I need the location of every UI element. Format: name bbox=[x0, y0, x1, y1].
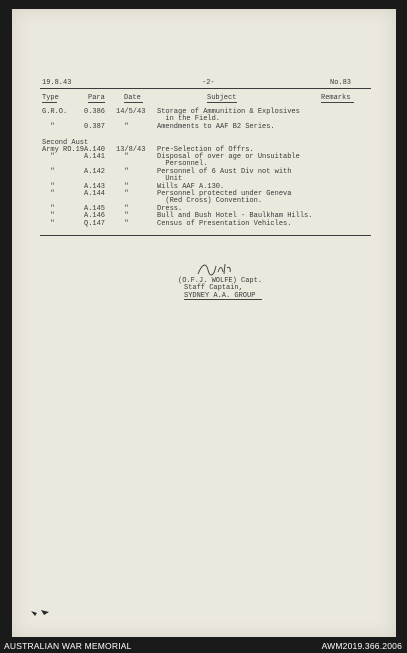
col-type-underline bbox=[42, 102, 57, 103]
col-type: Type bbox=[42, 94, 59, 102]
document-page bbox=[12, 9, 396, 637]
row-subject: Personnel of 6 Aust Div not with bbox=[157, 168, 292, 176]
col-para-underline bbox=[88, 102, 105, 103]
row-subject: Amendments to AAF B2 Series. bbox=[157, 123, 275, 131]
row-subject: Dress. bbox=[157, 205, 183, 213]
row-type: " bbox=[42, 205, 55, 213]
row-type: " bbox=[42, 123, 55, 131]
signature-rank: Staff Captain, bbox=[184, 284, 243, 292]
row-date: " bbox=[116, 123, 129, 131]
row-date: " bbox=[116, 168, 129, 176]
signature-unit: SYDNEY A.A. GROUP bbox=[184, 292, 256, 300]
header-date: 19.8.43 bbox=[42, 79, 72, 87]
row-type: " bbox=[42, 220, 55, 228]
row-para: 0.387 bbox=[84, 123, 106, 131]
header-rule bbox=[40, 88, 371, 89]
row-subject: Disposal of over age or Unsuitable bbox=[157, 153, 300, 161]
row-type: " bbox=[42, 153, 55, 161]
signature-unit-underline bbox=[184, 299, 262, 300]
signature-name: (O.F.J. WOLFE) Capt. bbox=[178, 277, 263, 285]
row-subject: Personnel protected under Geneva bbox=[157, 190, 292, 198]
row-subject: (Red Cross) Convention. bbox=[157, 197, 263, 205]
col-para: Para bbox=[88, 94, 105, 102]
row-para: A.145 bbox=[84, 205, 106, 213]
row-date: " bbox=[116, 183, 129, 191]
table-end-rule bbox=[40, 235, 371, 236]
row-date: 14/5/43 bbox=[116, 108, 146, 116]
archive-reference: AWM2019.366.2006 bbox=[321, 641, 402, 651]
header-page-number: -2- bbox=[202, 79, 215, 87]
row-date: 13/8/43 bbox=[116, 146, 146, 154]
row-subject: Pre-Selection of Offrs. bbox=[157, 146, 254, 154]
row-subject: Storage of Ammunition & Explosives bbox=[157, 108, 300, 116]
col-remarks-underline bbox=[321, 102, 354, 103]
col-subject: Subject bbox=[207, 94, 237, 102]
row-date: " bbox=[116, 190, 129, 198]
row-subject: in the Field. bbox=[157, 115, 221, 123]
row-para: A.142 bbox=[84, 168, 106, 176]
row-para: A.140 bbox=[84, 146, 106, 154]
col-remarks: Remarks bbox=[321, 94, 351, 102]
row-type: Second Aust bbox=[42, 139, 89, 147]
row-type: " bbox=[42, 212, 55, 220]
row-para: 0.386 bbox=[84, 108, 106, 116]
row-para: A.143 bbox=[84, 183, 106, 191]
row-para: A.144 bbox=[84, 190, 106, 198]
row-type: " bbox=[42, 183, 55, 191]
header-document-number: No.83 bbox=[330, 79, 352, 87]
row-subject: Personnel. bbox=[157, 160, 208, 168]
archive-credit: AUSTRALIAN WAR MEMORIAL bbox=[4, 641, 132, 651]
row-para: A.146 bbox=[84, 212, 106, 220]
row-subject: Bull and Bush Hotel - Baulkham Hills. bbox=[157, 212, 313, 220]
row-subject: Wills AAF A.130. bbox=[157, 183, 225, 191]
row-type: G.R.O. bbox=[42, 108, 68, 116]
row-date: " bbox=[116, 212, 129, 220]
ink-mark bbox=[29, 607, 53, 619]
row-subject: Unit bbox=[157, 175, 183, 183]
row-para: Q.147 bbox=[84, 220, 106, 228]
row-type: Army RO.19 bbox=[42, 146, 85, 154]
row-subject: Census of Presentation Vehicles. bbox=[157, 220, 292, 228]
row-date: " bbox=[116, 220, 129, 228]
row-date: " bbox=[116, 153, 129, 161]
row-para: A.141 bbox=[84, 153, 106, 161]
row-date: " bbox=[116, 205, 129, 213]
row-type: " bbox=[42, 168, 55, 176]
col-date-underline bbox=[124, 102, 143, 103]
row-type: " bbox=[42, 190, 55, 198]
col-date: Date bbox=[124, 94, 141, 102]
col-subject-underline bbox=[207, 102, 237, 103]
